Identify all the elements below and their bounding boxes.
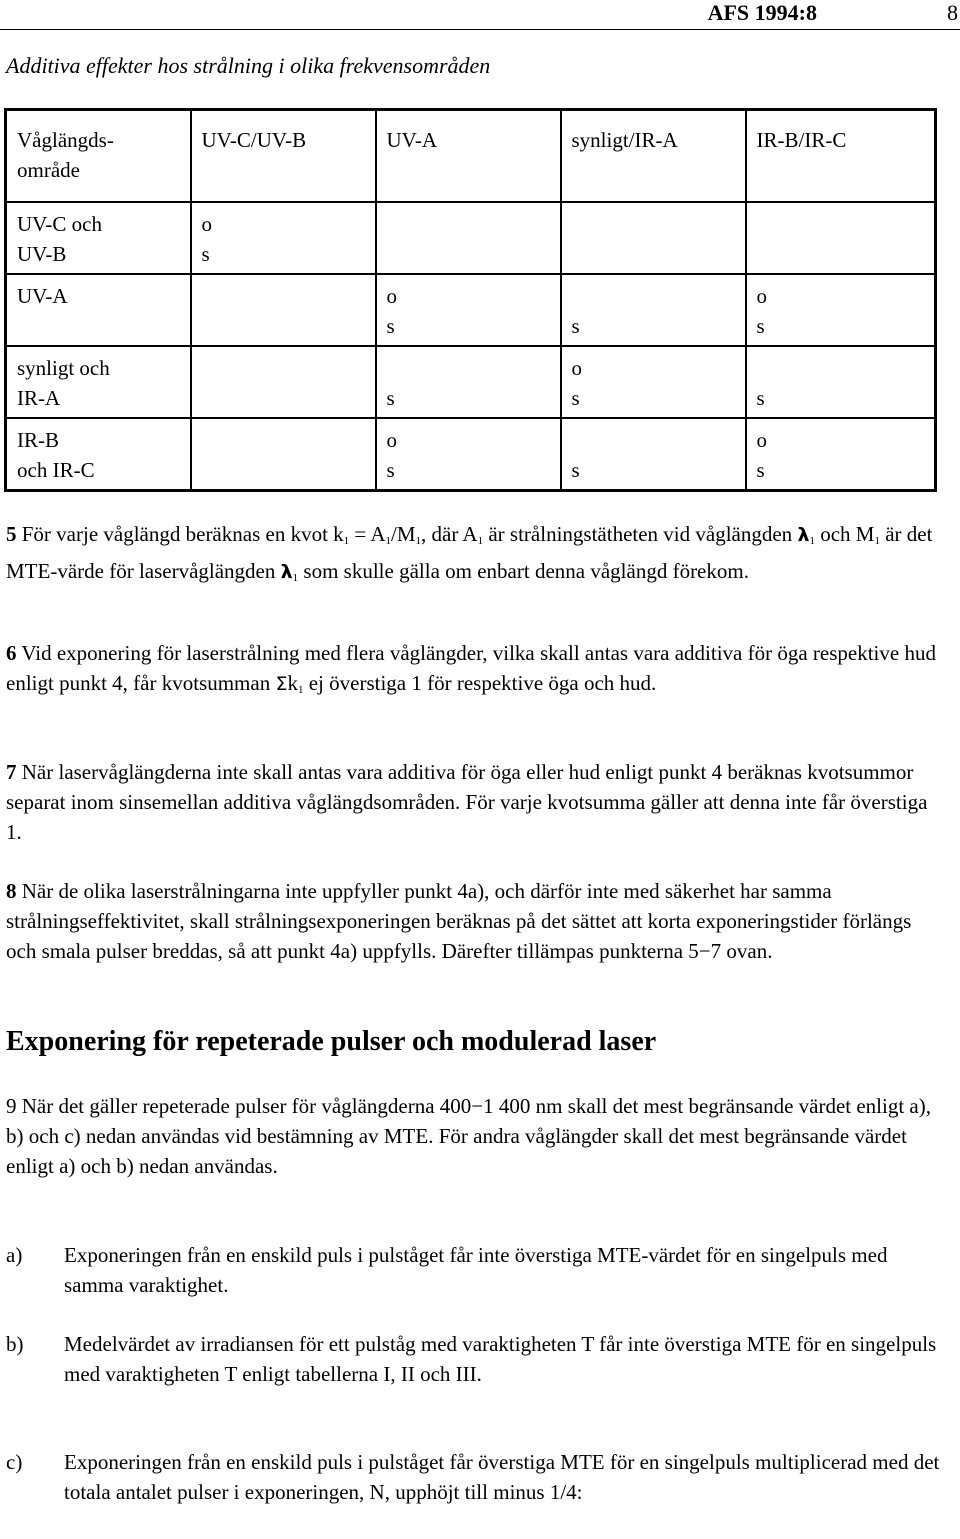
paragraph-number: 8 xyxy=(6,879,17,903)
subscript: 1 xyxy=(874,535,880,547)
subscript: 1 xyxy=(343,535,350,547)
table-row xyxy=(6,346,936,418)
table-cell: o s xyxy=(376,418,561,491)
paragraph-number: 5 xyxy=(6,522,17,546)
table-cell: o s xyxy=(746,274,936,346)
text: k xyxy=(287,671,298,695)
text: När det gäller repeterade pulser för våglängderna 400−1 400 nm skall det mest begränsande värdet enligt a), b) och c) nedan användas vid bestämning av MTE. För andra våglängder skall det mest begränsande värdet enligt a) och b) nedan användas. xyxy=(6,1094,931,1178)
table-cell xyxy=(746,202,936,274)
lambda-symbol: λ xyxy=(280,561,293,583)
list-item-a xyxy=(6,1240,946,1300)
text: = A xyxy=(349,522,386,546)
text: Vid exponering för laserstrålning med flera våglängder, vilka skall antas vara additiva för öga respektive hud enligt punkt 4, får kvotsumman xyxy=(6,641,936,695)
text: och M xyxy=(814,522,875,546)
text: är strålningstätheten vid våglängden xyxy=(483,522,798,546)
paragraph-number: 9 xyxy=(6,1094,17,1118)
table-header-cell: UV-C/UV-B xyxy=(191,110,376,203)
paragraph-5 xyxy=(6,519,946,593)
list-item-b xyxy=(6,1329,946,1389)
section-heading: Exponering för repeterade pulser och modulerad laser xyxy=(6,1026,657,1057)
table-cell xyxy=(191,274,376,346)
subscript: 1 xyxy=(477,535,484,547)
subscript: 1 xyxy=(809,535,815,547)
paragraph-number: 7 xyxy=(6,760,17,784)
paragraph-9 xyxy=(6,1091,946,1181)
text: är det MTE-värde för laservåglängden xyxy=(6,522,933,583)
subscript: 1 xyxy=(385,535,392,547)
table-cell xyxy=(376,202,561,274)
table-header-cell: IR-B/IR-C xyxy=(746,110,936,203)
lambda-symbol: λ xyxy=(797,524,810,546)
list-text: Medelvärdet av irradiansen för ett pulståg med varaktigheten T får inte överstiga MTE för en singelpuls med varaktigheten T enligt tabellerna I, II och III. xyxy=(64,1332,937,1386)
list-label: a) xyxy=(6,1243,23,1267)
table-cell: s xyxy=(746,346,936,418)
table-cell xyxy=(191,346,376,418)
text: ej överstiga 1 för respektive öga och hud. xyxy=(303,671,657,695)
table-header-cell: synligt/IR-A xyxy=(561,110,746,203)
additivity-table xyxy=(4,108,937,492)
text: För varje våglängd beräknas en kvot k xyxy=(16,522,344,546)
table-cell: o s xyxy=(561,346,746,418)
table-cell: o s xyxy=(191,202,376,274)
paragraph-number: 6 xyxy=(6,641,17,665)
text: När de olika laserstrålningarna inte uppfyller punkt 4a), och därför inte med säkerhet har samma strålningseffektivitet, skall strålningsexponeringen beräknas på det sättet att korta exponeringstider förlängs och smala pulser breddas, så att punkt 4a) uppfylls. Därefter tillämpas punkterna 5−7 ovan. xyxy=(6,879,912,963)
table-cell: o s xyxy=(746,418,936,491)
paragraph-8 xyxy=(6,876,946,966)
header-divider xyxy=(0,29,960,30)
subscript: 1 xyxy=(415,535,422,547)
table-cell: UV-A xyxy=(6,274,191,346)
list-item-c xyxy=(6,1447,946,1507)
subscript: 1 xyxy=(292,572,299,584)
document-code: AFS 1994:8 xyxy=(707,0,817,25)
table-row xyxy=(6,418,936,491)
table-row xyxy=(6,202,936,274)
list-label: c) xyxy=(6,1450,23,1474)
sigma-symbol: Σ xyxy=(275,673,288,695)
section-subtitle: Additiva effekter hos strålning i olika frekvensområden xyxy=(6,53,491,78)
subscript: 1 xyxy=(297,684,304,696)
text: /M xyxy=(391,522,416,546)
list-text: Exponeringen från en enskild puls i pulståget får överstiga MTE för en singelpuls multiplicerad med det totala antalet pulser i exponeringen, N, upphöjt till minus 1/4: xyxy=(64,1450,940,1504)
table-row xyxy=(6,274,936,346)
table-header-row xyxy=(6,110,936,203)
table-header-cell: Våglängds- område xyxy=(6,110,191,203)
paragraph-6 xyxy=(6,638,946,705)
table-cell: UV-C och UV-B xyxy=(6,202,191,274)
text: , där A xyxy=(421,522,478,546)
table-cell: synligt och IR-A xyxy=(6,346,191,418)
table-cell: s xyxy=(376,346,561,418)
page-number: 8 xyxy=(947,0,958,25)
table-cell: o s xyxy=(376,274,561,346)
table-cell: IR-B och IR-C xyxy=(6,418,191,491)
table-header-cell: UV-A xyxy=(376,110,561,203)
text: När laservåglängderna inte skall antas vara additiva för öga eller hud enligt punkt 4 beräknas kvotsummor separat inom sinsemellan additiva våglängdsområden. För varje kvotsumma gäller att denna inte får överstiga 1. xyxy=(6,760,928,844)
text: som skulle gälla om enbart denna våglängd förekom. xyxy=(298,559,749,583)
list-label: b) xyxy=(6,1332,24,1356)
table-cell xyxy=(191,418,376,491)
paragraph-7 xyxy=(6,757,946,847)
table-cell: s xyxy=(561,274,746,346)
list-text: Exponeringen från en enskild puls i pulståget får inte överstiga MTE-värdet för en singelpuls med samma varaktighet. xyxy=(64,1243,888,1297)
table-cell: s xyxy=(561,418,746,491)
table-cell xyxy=(561,202,746,274)
